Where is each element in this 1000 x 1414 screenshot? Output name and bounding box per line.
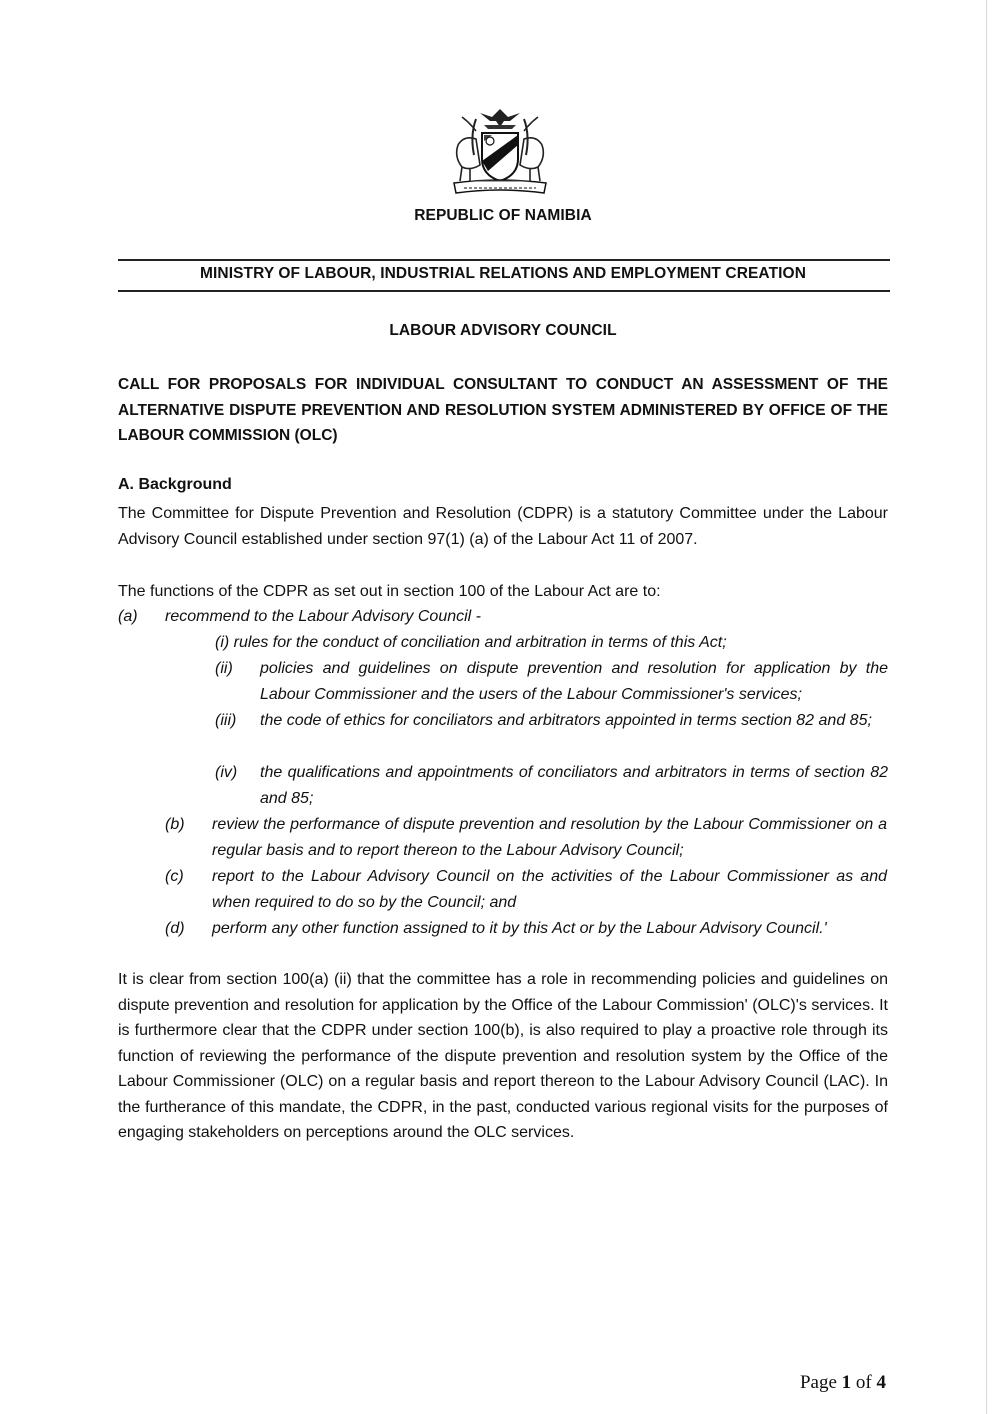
background-paragraph-3: It is clear from section 100(a) (ii) that the committee has a role in recommending policies and guidelines on dispute prevention and resolution for application by the Office of the Labour Commission' (OLC)'s services. It is furthermore clear that the CDPR under section 100(b), is also required to play a proactive role through its function of reviewing the performance of the dispute prevention and resolution system by the Office of the Labour Commissioner (OLC) on a regular basis and report thereon to the Labour Advisory Council (LAC). In the furtherance of this mandate, the CDPR, in the past, conducted various regional visits for the purposes of engaging stakeholders on perceptions around the OLC services. [118,971,888,1141]
ministry-top-rule [118,259,890,261]
subitem-text: rules for the conduct of conciliation and arbitration in terms of this Act; [233,634,727,651]
page-word: Page [799,1372,837,1393]
background-paragraph-1: The Committee for Dispute Prevention and Resolution (CDPR) is a statutory Committee under the Labour Advisory Council established under section 97(1) (a) of the Labour Act 11 of 2007. [118,505,888,548]
list-item-text: recommend to the Labour Advisory Council - [165,608,481,625]
total-pages: 4 [876,1372,886,1393]
page-number [760,1372,886,1394]
background-paragraph-2: The functions of the CDPR as set out in section 100 of the Labour Act are to: [118,583,661,600]
call-for-proposals-title: CALL FOR PROPOSALS FOR INDIVIDUAL CONSULTANT TO CONDUCT AN ASSESSMENT OF THE ALTERNATIVE DISPUTE PREVENTION AND RESOLUTION SYSTEM ADMINISTERED BY OFFICE OF THE LABOUR COMMISSION (OLC) [118,376,888,444]
list-item-text: perform any other function assigned to it by this Act or by the Labour Advisory Council.' [212,920,827,937]
council-heading: LABOUR ADVISORY COUNCIL [389,322,617,339]
ministry-bottom-rule [118,290,890,292]
subitem-text: the qualifications and appointments of conciliators and arbitrators in terms of section 82 and 85; [260,764,888,807]
subitem-label: (iii) [215,712,237,729]
list-item-label: (a) [118,608,138,625]
subitem-label: (iv) [215,764,238,781]
subitem-text: the code of ethics for conciliators and arbitrators appointed in terms section 82 and 85; [260,712,872,729]
list-item-text: report to the Labour Advisory Council on the activities of the Labour Commissioner as and when required to do so by the Council; and [212,868,887,911]
list-item-label: (d) [165,920,185,937]
subitem-label: (ii) [215,660,233,677]
subitem-i [215,630,887,656]
list-item-label: (c) [165,868,184,885]
list-item-label: (b) [165,816,185,833]
section-heading: A. Background [118,476,232,493]
subitem-label: (i) [215,634,230,651]
of-word: of [855,1372,872,1393]
subitem-text: policies and guidelines on dispute prevention and resolution for application by the Labour Commissioner and the users of the Labour Commissioner's services; [260,660,888,703]
ministry-heading: MINISTRY OF LABOUR, INDUSTRIAL RELATIONS AND EMPLOYMENT CREATION [199,265,807,282]
page-edge-line [986,0,987,1414]
country-heading: REPUBLIC OF NAMIBIA [414,207,592,224]
list-item-text: review the performance of dispute prevention and resolution by the Labour Commissioner on a regular basis and to report thereon to the Labour Advisory Council; [212,816,887,859]
coat-of-arms-seal [440,105,560,200]
current-page: 1 [841,1372,852,1393]
